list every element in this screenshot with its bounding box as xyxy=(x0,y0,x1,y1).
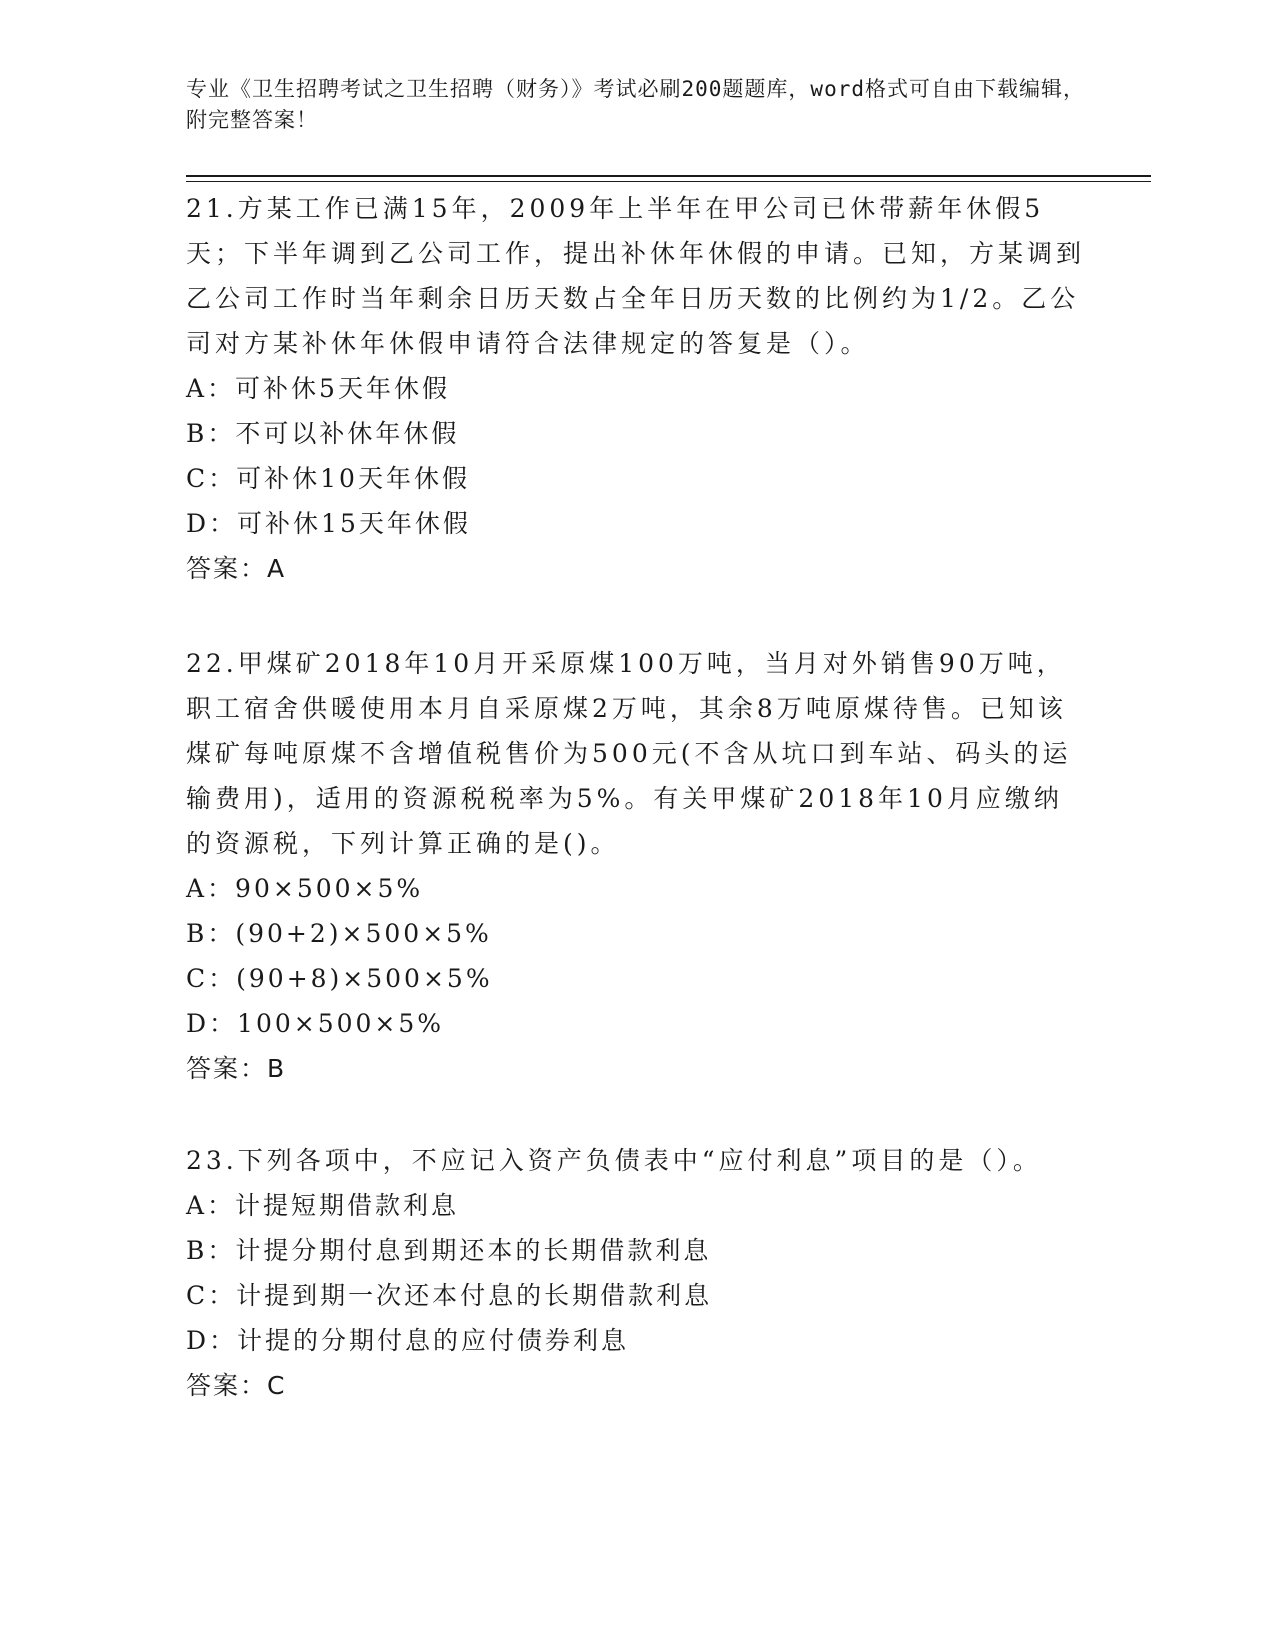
option-b: B：(90+2)×500×5% xyxy=(186,919,492,948)
option-a: A：90×500×5% xyxy=(186,874,424,903)
option-d: D：计提的分期付息的应付债券利息 xyxy=(186,1326,630,1355)
option-d: D：可补休15天年休假 xyxy=(186,509,471,538)
question-text: 22.甲煤矿2018年10月开采原煤100万吨，当月对外销售90万吨，职工宿舍供暖使用本月自采原煤2万吨，其余8万吨原煤待售。已知该煤矿每吨原煤不含增值税售价为500元(不含从坑口到车站、码头的运输费用)，适用的资源税税率为5%。有关甲煤矿2018年10月应缴纳的资源税，下列计算正确的是()。 xyxy=(186,649,1072,858)
option-c: C：可补休10天年休假 xyxy=(186,464,470,493)
question-22 xyxy=(186,641,1086,1091)
answer-line: 答案：A xyxy=(186,554,287,583)
question-text: 21.方某工作已满15年，2009年上半年在甲公司已休带薪年休假5天；下半年调到乙公司工作，提出补休年休假的申请。已知，方某调到乙公司工作时当年剩余日历天数占全年日历天数的比例约为1/2。乙公司对方某补休年休假申请符合法律规定的答复是（）。 xyxy=(186,194,1086,358)
answer-line: 答案：C xyxy=(186,1371,287,1400)
option-d: D：100×500×5% xyxy=(186,1009,445,1038)
option-b: B：计提分期付息到期还本的长期借款利息 xyxy=(186,1236,712,1265)
option-c: C：(90+8)×500×5% xyxy=(186,964,493,993)
answer-line: 答案：B xyxy=(186,1054,287,1083)
option-a: A：计提短期借款利息 xyxy=(186,1191,460,1220)
document-header: 专业《卫生招聘考试之卫生招聘（财务）》考试必刷200题题库，word格式可自由下载编辑，附完整答案！ xyxy=(186,77,1085,132)
header-divider-thick xyxy=(186,175,1151,177)
header-divider-thin xyxy=(186,181,1151,182)
option-a: A：可补休5天年休假 xyxy=(186,374,450,403)
question-23 xyxy=(186,1138,1086,1408)
option-c: C：计提到期一次还本付息的长期借款利息 xyxy=(186,1281,713,1310)
option-b: B：不可以补休年休假 xyxy=(186,419,460,448)
question-21 xyxy=(186,186,1086,591)
question-text: 23.下列各项中，不应记入资产负债表中“应付利息”项目的是（）。 xyxy=(186,1146,1042,1175)
